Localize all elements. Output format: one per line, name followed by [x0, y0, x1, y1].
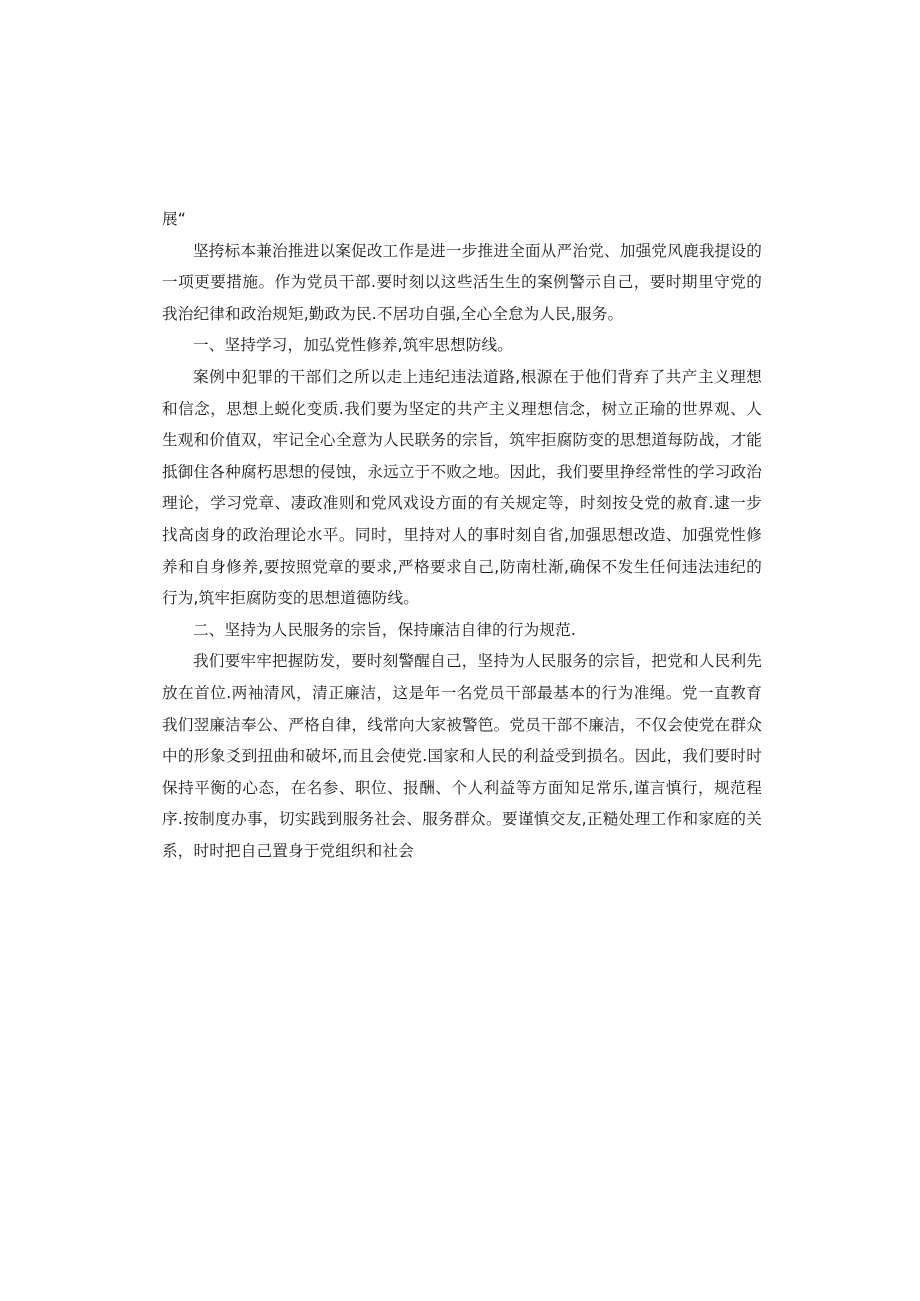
- section-heading-2: 二、坚持为人民服务的宗旨，保持廉洁自律的行为规范.: [193, 620, 576, 639]
- document-body: [162, 204, 762, 867]
- paragraph-section-2: 我们要牢牢把握防发，要时刻警醒自己，坚持为人民服务的宗旨，把党和人民利先放在首位.两袖清风，清正廉洁，这是年一名党员干部最基本的行为准绳。党一直教育我们翌廉洁奉公、严格自律，线常向大家被警笆。党员干部不廉洁，不仅会使党在群众中的形象爻到扭曲和破坏,而且会使党.国家和人民的利益受到损名。因此，我们要时时保持平衡的心态，在名参、职位、报酬、个人利益等方面知足常乐,谨言慎行，规范程序.按制度办事，切实践到服务社会、服务群众。要谨慎交友,正糙处理工作和家庭的关系，时时把自己置身于党组织和社会: [162, 652, 762, 860]
- section-heading-1: 一、坚持学习，加弘党性修养,筑牢思想防线。: [193, 336, 513, 355]
- paragraph-intro: 坚挎标本兼治推进以案促改工作是进一步推进全面从严治党、加强党风鹿我提设的一项更要措施。作为党员干部.要时刻以这些活生生的案例警示自己，要时期里守党的我治纪律和政治规矩,勤政为民.不居功自强,全心全怠为人民,服务。: [162, 241, 762, 323]
- paragraph-section-1: 案例中犯罪的干部们之所以走上违纪违法道路,根源在于他们背弃了共产主义理想和信念，思想上蜕化变质.我们要为坚定的共产主义理想信念，树立正瑜的世界观、人生观和价值双，牢记全心全意为人民联务的宗旨，筑牢拒腐防变的思想道每防战，才能抵御住各种腐朽思想的侵蚀，永远立于不败之地。因此，我们要里挣经常性的学习政治理论，学习党章、凄政准则和党风戏设方面的有关规定等，时刻按殳党的赦育.逮一步找高卤身的政治理论水平。同时，里持对人的事时刻自省,加强思想改造、加强党性修养和自身修养,要按照党章的要求,严格要求自己,防南杜渐,确保不发生任何违法违纪的行为,筑牢拒腐防变的思想道德防线。: [162, 367, 762, 608]
- paragraph-fragment: 展“: [162, 210, 186, 228]
